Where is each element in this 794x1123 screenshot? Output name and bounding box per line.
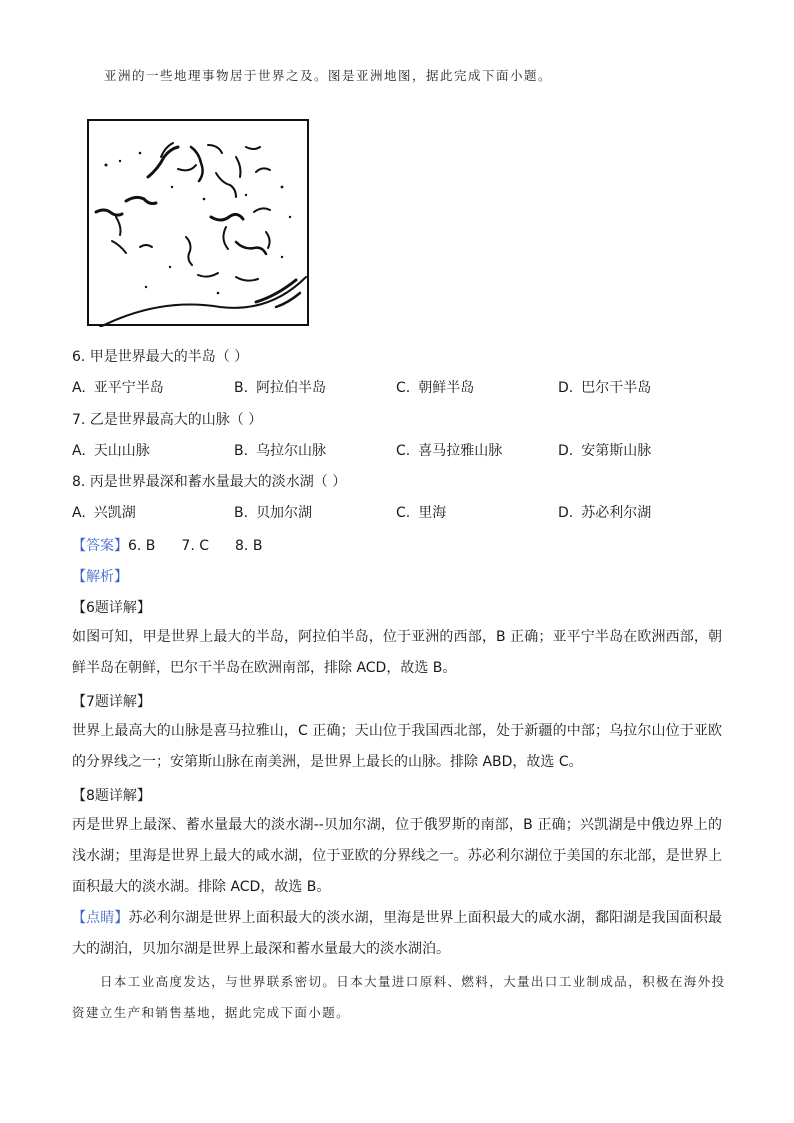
question-6-stem: 6. 甲是世界最大的半岛（ ） (72, 349, 249, 365)
option-7b (234, 441, 326, 461)
option-text: 朝鲜半岛 (418, 380, 475, 396)
analysis-label: 【解析】 (72, 569, 128, 585)
option-text: 兴凯湖 (93, 505, 136, 521)
q6-detail-text: 如图可知，甲是世界上最大的半岛，阿拉伯半岛，位于亚洲的西部，B 正确；亚平宁半岛在欧洲西部，朝鲜半岛在朝鲜，巴尔干半岛在欧洲南部，排除 ACD，故选 B。 (72, 629, 722, 676)
option-letter: A. (72, 443, 86, 459)
option-text: 安第斯山脉 (581, 443, 652, 459)
option-text: 里海 (418, 505, 447, 521)
answer-6: 6. B (128, 538, 156, 554)
question-6-options (72, 378, 732, 398)
option-letter: A. (72, 380, 86, 396)
option-text: 乌拉尔山脉 (256, 443, 327, 459)
option-6a (72, 378, 164, 398)
q7-detail-heading: 【7题详解】 (72, 694, 151, 710)
option-7c (396, 441, 502, 461)
option-letter: C. (396, 505, 411, 521)
option-text: 巴尔干半岛 (581, 380, 652, 396)
option-text: 阿拉伯半岛 (256, 380, 327, 396)
question-7-options (72, 441, 732, 461)
option-6c (396, 378, 474, 398)
question-8-stem: 8. 丙是世界最深和蓄水量最大的淡水湖（ ） (72, 474, 347, 490)
asia-map-figure (86, 117, 310, 327)
option-6b (234, 378, 326, 398)
option-8b (234, 503, 312, 523)
option-8a (72, 503, 136, 523)
highlight-text: 苏必利尔湖是世界上面积最大的淡水湖，里海是世界上面积最大的咸水湖，鄱阳湖是我国面积最大的湖泊，贝加尔湖是世界上最深和蓄水量最大的淡水湖泊。 (72, 910, 723, 957)
q8-detail-heading: 【8题详解】 (72, 788, 151, 804)
option-letter: C. (396, 380, 411, 396)
option-text: 天山山脉 (93, 443, 150, 459)
option-8d (558, 503, 651, 523)
answer-8: 8. B (235, 538, 263, 554)
next-intro-text: 日本工业高度发达，与世界联系密切。日本大量进口原料、燃料，大量出口工业制成品，积极在海外投资建立生产和销售基地，据此完成下面小题。 (72, 974, 726, 1020)
option-letter: D. (558, 443, 574, 459)
option-text: 贝加尔湖 (256, 505, 313, 521)
option-letter: B. (234, 380, 249, 396)
option-6d (558, 378, 651, 398)
intro-text: 亚洲的一些地理事物居于世界之及。图是亚洲地图，据此完成下面小题。 (104, 68, 553, 83)
option-7d (558, 441, 651, 461)
answer-label: 【答案】 (72, 538, 128, 554)
q6-detail-heading: 【6题详解】 (72, 600, 151, 616)
highlight-block (72, 903, 722, 965)
option-letter: D. (558, 380, 574, 396)
option-7a (72, 441, 150, 461)
option-8c (396, 503, 446, 523)
q8-detail-text: 丙是世界上最深、蓄水量最大的淡水湖--贝加尔湖，位于俄罗斯的南部，B 正确；兴凯湖是中俄边界上的浅水湖；里海是世界上最大的咸水湖，位于亚欧的分界线之一。苏必利尔湖位于美国的东北部，是世界上面积最大的淡水湖。排除 ACD，故选 B。 (72, 817, 722, 895)
option-letter: D. (558, 505, 574, 521)
option-text: 亚平宁半岛 (93, 380, 164, 396)
q7-detail-text: 世界上最高大的山脉是喜马拉雅山，C 正确；天山位于我国西北部，处于新疆的中部；乌拉尔山位于亚欧的分界线之一；安第斯山脉在南美洲，是世界上最长的山脉。排除 ABD，故选 C。 (72, 723, 722, 770)
question-8-options (72, 503, 732, 523)
highlight-label: 【点睛】 (72, 910, 129, 926)
question-7-stem: 7. 乙是世界最高大的山脉（ ） (72, 412, 263, 428)
option-letter: B. (234, 443, 249, 459)
option-letter: A. (72, 505, 86, 521)
asia-map-icon (86, 117, 310, 327)
option-text: 苏必利尔湖 (581, 505, 652, 521)
answer-line (72, 536, 288, 556)
option-letter: B. (234, 505, 249, 521)
option-letter: C. (396, 443, 411, 459)
answer-7: 7. C (181, 538, 210, 554)
option-text: 喜马拉雅山脉 (418, 443, 503, 459)
